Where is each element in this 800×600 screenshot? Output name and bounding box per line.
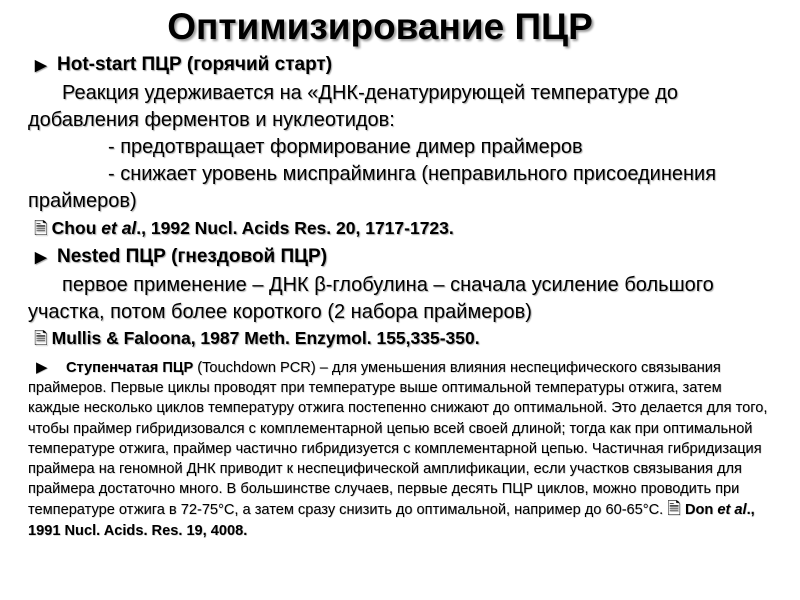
document-icon: 🗎	[667, 499, 681, 519]
triangle-right-icon: ▶	[35, 57, 47, 74]
hotstart-line-4: - снижает уровень миспрайминга (неправильного присоединения	[108, 163, 717, 185]
nested-heading-text: Nested ПЦР (гнездовой ПЦР)	[57, 246, 328, 267]
nested-line-2: участка, потом более короткого (2 набора праймеров)	[28, 301, 532, 323]
hotstart-description	[28, 80, 788, 215]
ref-rest: ., 1992 Nucl. Acids Res. 20, 1717-1723.	[136, 218, 454, 238]
hotstart-heading	[35, 54, 332, 76]
touchdown-paragraph	[28, 358, 773, 541]
document-icon: 🗎	[34, 219, 48, 238]
hotstart-line-1: Реакция удерживается на «ДНК-денатурирующей температуре до	[62, 82, 679, 104]
triangle-right-icon: ▶	[36, 359, 48, 376]
hotstart-reference	[34, 216, 454, 245]
hotstart-line-2: добавления ферментов и нуклеотидов:	[28, 109, 395, 131]
ref-etal: et al	[101, 218, 137, 238]
touchdown-heading: Ступенчатая ПЦР	[66, 360, 194, 376]
page-title: Оптимизирование ПЦР	[167, 6, 593, 47]
nested-line-1: первое применение – ДНК β-глобулина – сначала усиление большого	[62, 274, 714, 296]
hotstart-heading-text: Hot-start ПЦР (горячий старт)	[57, 54, 333, 75]
touchdown-heading-sub: (Touchdown PCR)	[193, 360, 316, 376]
touchdown-text: – для уменьшения влияния неспецифического связывания праймеров. Первые циклы проводят при температуре выше оптимальной температуры отжига, затем каждые несколько циклов температуру отжига постепенно снижают до оптимальной. Это делается для того, чтобы праймер гибридизовался с комплементарной цепью всей своей длиной; тогда как при оптимальной температуре отжига, праймер частично гибридизуется с комплементарной цепью. Частичная гибридизация праймера на геномной ДНК приводит к неспецифической амплификации, если участков связывания для праймера достаточно много. В большинстве случаев, первые десять ПЦР циклов, можно проводить при температуре отжига в 72-75°C, а затем сразу снизить до оптимальной, например до 60-65°C.	[28, 360, 768, 519]
touchdown-ref-rest: ., 1991 Nucl. Acids. Res. 19, 4008.	[28, 502, 755, 539]
nested-reference	[34, 326, 480, 355]
triangle-right-icon: ▶	[35, 249, 47, 266]
nested-ref-text: Mullis & Faloona, 1987 Meth. Enzymol. 155,335-350.	[51, 328, 480, 348]
ref-author: Chou	[51, 218, 97, 238]
hotstart-line-5: праймеров)	[28, 190, 137, 212]
nested-heading	[35, 246, 327, 268]
hotstart-line-3: - предотвращает формирование димер праймеров	[108, 136, 583, 158]
nested-description	[28, 272, 788, 326]
touchdown-ref-author: Don	[684, 502, 714, 519]
touchdown-ref-etal: et al	[713, 502, 747, 519]
document-icon: 🗎	[34, 329, 48, 348]
